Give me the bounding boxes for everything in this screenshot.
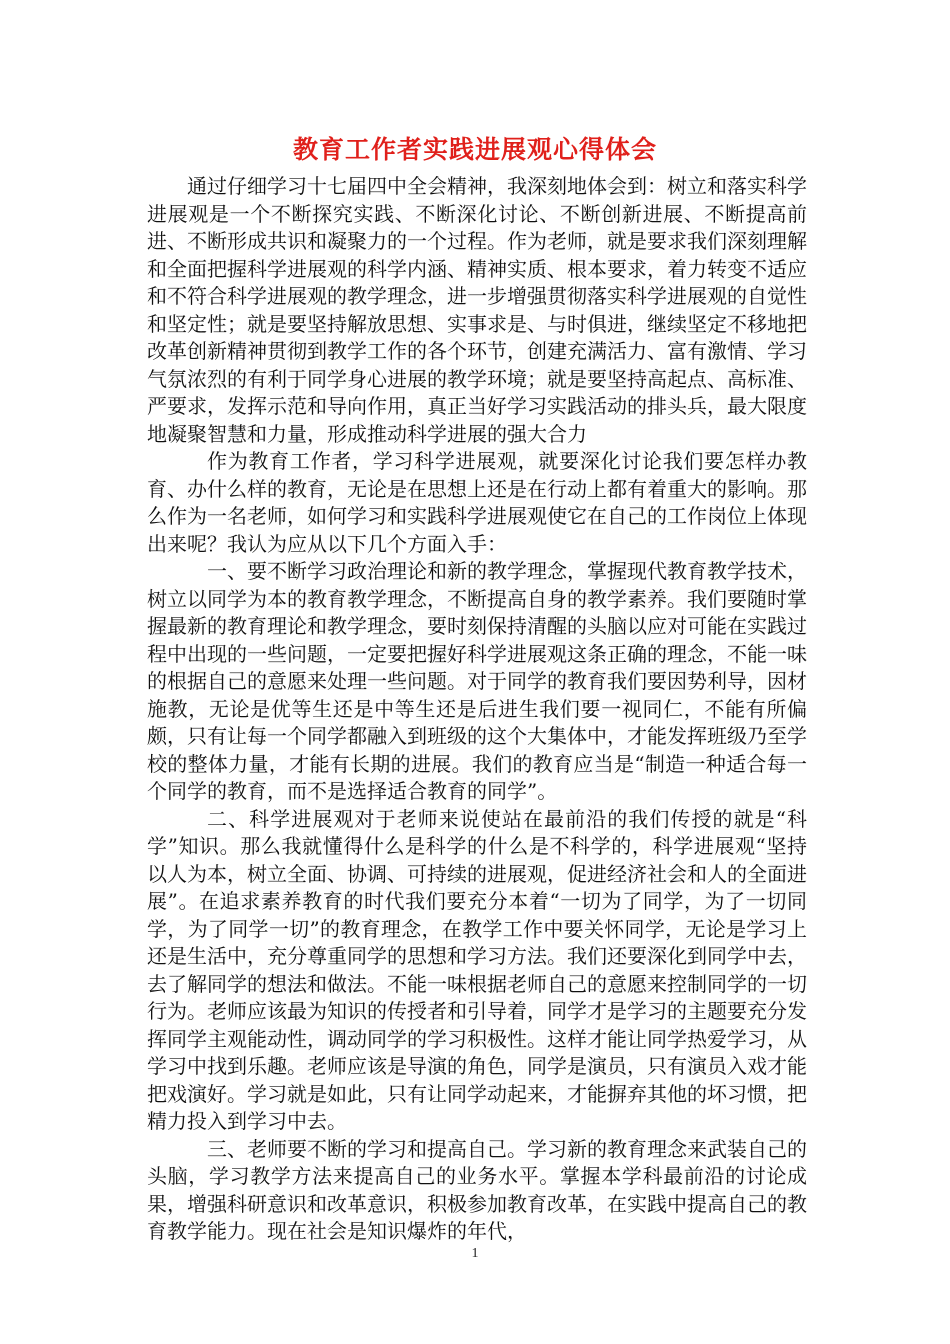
paragraph-4: 二、科学进展观对于老师来说使站在最前沿的我们传授的就是“科学”知识。那么我就懂得什么是科学的什么是不科学的，科学进展观“坚持以人为本，树立全面、协调、可持续的进展观，促进经济社会和人的全面进展”。在追求素养教育的时代我们要充分本着“一切为了同学，为了一切同学，为了同学一切”的教育理念，在教学工作中要关怀同学，无论是学习上还是生活中，充分尊重同学的思想和学习方法。我们还要深化到同学中去，去了解同学的想法和做法。不能一味根据老师自己的意愿来控制同学的一切行为。老师应该最为知识的传授者和引导着，同学才是学习的主题要充分发挥同学主观能动性，调动同学的学习积极性。这样才能让同学热爱学习，从学习中找到乐趣。老师应该是导演的角色，同学是演员，只有演员入戏才能把戏演好。学习就是如此，只有让同学动起来，才能摒弃其他的坏习惯，把精力投入到学习中去。 [147, 806, 807, 1133]
paragraph-1: 通过仔细学习十七届四中全会精神，我深刻地体会到：树立和落实科学进展观是一个不断探究实践、不断深化讨论、不断创新进展、不断提高前进、不断形成共识和凝聚力的一个过程。作为老师，就是要求我们深刻理解和全面把握科学进展观的科学内涵、精神实质、根本要求，着力转变不适应和不符合科学进展观的教学理念，进一步增强贯彻落实科学进展观的自觉性和坚定性；就是要坚持解放思想、实事求是、与时俱进，继续坚定不移地把改革创新精神贯彻到教学工作的各个环节，创建充满活力、富有激情、学习气氛浓烈的有利于同学身心进展的教学环境；就是要坚持高起点、高标准、严要求，发挥示范和导向作用，真正当好学习实践活动的排头兵，最大限度地凝聚智慧和力量，形成推动科学进展的强大合力 [147, 174, 807, 446]
document-title: 教育工作者实践进展观心得体会 [292, 135, 657, 164]
paragraph-3: 一、要不断学习政治理论和新的教学理念，掌握现代教育教学技术，树立以同学为本的教育教学理念，不断提高自身的教学素养。我们要随时掌握最新的教育理论和教学理念，要时刻保持清醒的头脑以应对可能在实践过程中出现的一些问题，一定要把握好科学进展观这条正确的理念，不能一味的根据自己的意愿来处理一些问题。对于同学的教育我们要因势利导，因材施教，无论是优等生还是中等生还是后进生我们要一视同仁，不能有所偏颇，只有让每一个同学都融入到班级的这个大集体中，才能发挥班级乃至学校的整体力量，才能有长期的进展。我们的教育应当是“制造一种适合每一个同学的教育，而不是选择适合教育的同学”。 [147, 559, 807, 803]
document-body [147, 173, 807, 1246]
paragraph-2: 作为教育工作者，学习科学进展观，就要深化讨论我们要怎样办教育、办什么样的教育，无论是在思想上还是在行动上都有着重大的影响。那么作为一名老师，如何学习和实践科学进展观使它在自己的工作岗位上体现出来呢？我认为应从以下几个方面入手： [147, 449, 807, 556]
paragraph-5: 三、老师要不断的学习和提高自己。学习新的教育理念来武装自己的头脑，学习教学方法来提高自己的业务水平。掌握本学科最前沿的讨论成果，增强科研意识和改革意识，积极参加教育改革，在实践中提高自己的教育教学能力。现在社会是知识爆炸的年代， [147, 1136, 807, 1243]
page-number: 1 [471, 1246, 479, 1261]
